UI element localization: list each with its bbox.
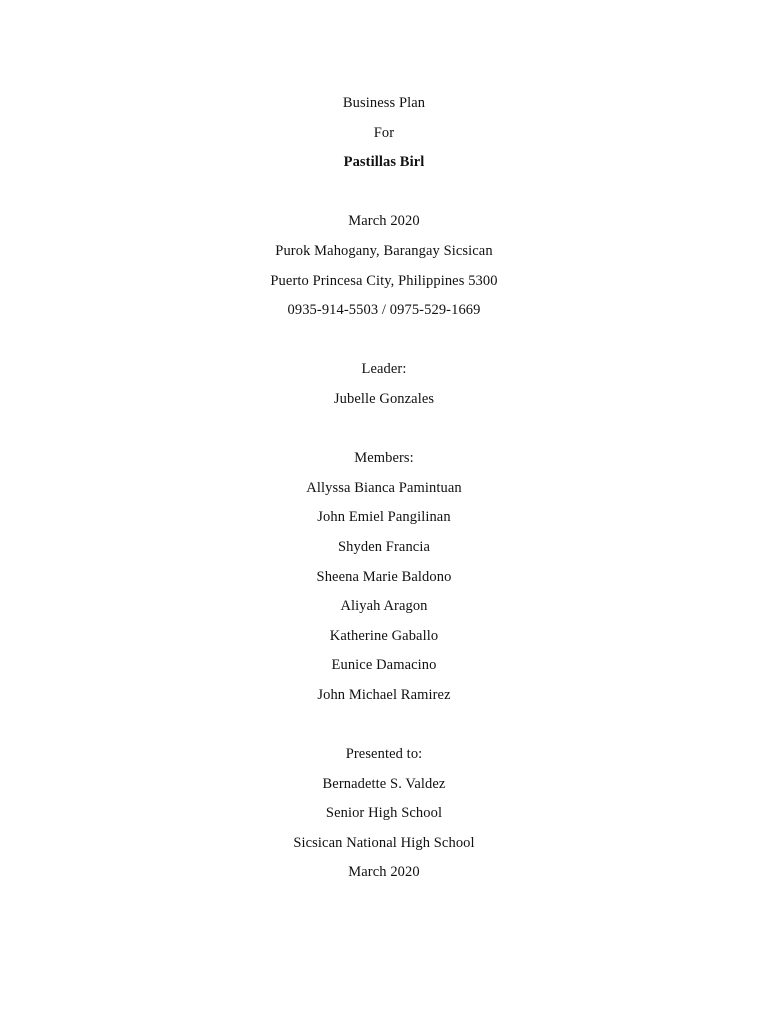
contact-block: [0, 207, 768, 325]
presented-block: [0, 740, 768, 888]
spacer: [0, 326, 768, 356]
leader-block: [0, 355, 768, 414]
address-line-1: Purok Mahogany, Barangay Sicsican: [275, 242, 493, 259]
for-line: For: [373, 124, 395, 141]
doc-type-line: Business Plan: [342, 95, 426, 111]
spacer: [0, 710, 768, 740]
member-name: Allyssa Bianca Pamintuan: [306, 479, 462, 496]
member-name: Eunice Damacino: [331, 657, 437, 674]
member-name: John Michael Ramirez: [317, 686, 451, 703]
leader-label: Leader:: [361, 361, 407, 378]
address-line-2: Puerto Princesa City, Philippines 5300: [270, 272, 498, 289]
spacer: [0, 415, 768, 445]
teacher-name: Bernadette S. Valdez: [322, 775, 446, 792]
member-name: John Emiel Pangilinan: [317, 509, 451, 526]
school-level: Senior High School: [325, 805, 443, 822]
phone-numbers: 0935-914-5503 / 0975-529-1669: [287, 302, 481, 319]
member-name: Sheena Marie Baldono: [316, 568, 452, 585]
member-name: Katherine Gaballo: [329, 627, 439, 644]
presented-label: Presented to:: [345, 746, 423, 763]
doc-date: March 2020: [348, 213, 420, 230]
member-name: Aliyah Aragon: [340, 598, 428, 615]
business-name: Pastillas Birl: [343, 154, 425, 171]
spacer: [0, 178, 768, 208]
leader-name: Jubelle Gonzales: [333, 390, 435, 407]
title-block: [0, 89, 768, 178]
members-block: [0, 444, 768, 710]
members-label: Members:: [354, 450, 414, 467]
presented-date: March 2020: [348, 864, 420, 881]
member-name: Shyden Francia: [337, 538, 430, 555]
title-page-content: [0, 89, 768, 888]
school-name: Sicsican National High School: [293, 834, 475, 851]
